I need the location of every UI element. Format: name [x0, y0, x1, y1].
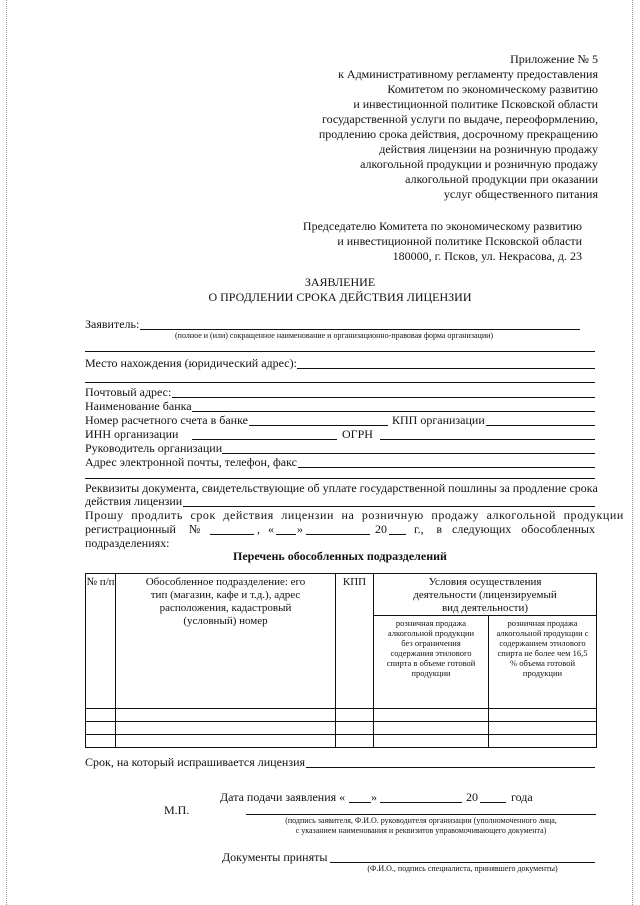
- postal-field[interactable]: [172, 397, 595, 398]
- scan-edge-left: [6, 0, 8, 905]
- submit-date-label: Дата подачи заявления «: [220, 790, 346, 804]
- table-cell[interactable]: [116, 709, 336, 722]
- table-cell[interactable]: [489, 722, 597, 735]
- bank-field[interactable]: [192, 411, 595, 412]
- scan-edge-right: [632, 0, 634, 905]
- header-line: алкогольной продукции при оказании: [405, 172, 598, 186]
- stamp-label: М.П.: [164, 803, 190, 817]
- payment-field[interactable]: [183, 506, 595, 507]
- list-title: Перечень обособленных подразделений: [233, 549, 447, 563]
- date-day-field[interactable]: [276, 534, 296, 535]
- kpp-label: КПП организации: [392, 413, 485, 427]
- submit-year-prefix: 20: [466, 790, 478, 804]
- table-cell[interactable]: [374, 722, 489, 735]
- addressee-line: 180000, г. Псков, ул. Некрасова, д. 23: [392, 249, 582, 263]
- signature-hint-1: (подпись заявителя, Ф.И.О. руководителя организации (уполномоченного лица,: [285, 816, 557, 825]
- table-row[interactable]: [86, 735, 597, 748]
- signature-hint-2: с указанием наименования и реквизитов управомочивающего документа): [295, 826, 547, 835]
- table-cell[interactable]: [336, 722, 374, 735]
- title-line-2: О ПРОДЛЕНИИ СРОКА ДЕЙСТВИЯ ЛИЦЕНЗИИ: [208, 290, 472, 304]
- year-suffix: г.,: [414, 522, 424, 536]
- request-line-3: подразделениях:: [85, 536, 170, 550]
- col-conditions-header: Условия осуществления деятельности (лицензируемый вид деятельности): [374, 574, 597, 616]
- table-cell[interactable]: [336, 735, 374, 748]
- document-title: [140, 275, 540, 305]
- table-cell[interactable]: [489, 735, 597, 748]
- table-cell[interactable]: [116, 735, 336, 748]
- units-table: [85, 573, 597, 748]
- title-line-1: ЗАЯВЛЕНИЕ: [304, 275, 376, 289]
- inn-label: ИНН организации: [85, 427, 179, 441]
- header-line: продлению срока действия, досрочному прекращению: [318, 127, 598, 141]
- table-header-row: [86, 574, 597, 616]
- applicant-field[interactable]: [140, 329, 580, 330]
- head-label: Руководитель организации: [85, 441, 223, 455]
- request-line-1: Прошу продлить срок действия лицензии на розничную продажу алкогольной продукции: [85, 508, 624, 522]
- header-line: к Административному регламенту предоставления: [338, 67, 598, 81]
- ogrn-label: ОГРН: [342, 427, 373, 441]
- location-field-2[interactable]: [85, 382, 595, 383]
- col-number-header: № п/п: [86, 574, 116, 709]
- date-quote-open: «: [268, 522, 274, 536]
- account-label: Номер расчетного счета в банке: [85, 413, 248, 427]
- table-row[interactable]: [86, 722, 597, 735]
- signature-field[interactable]: [246, 814, 596, 815]
- header-line: государственной услуги по выдаче, переоформлению,: [321, 112, 598, 126]
- col-kpp-header: КПП: [336, 574, 374, 709]
- term-field[interactable]: [306, 767, 595, 768]
- header-line: Комитетом по экономическому развитию: [387, 82, 598, 96]
- applicant-hint: (полное и (или) сокращенное наименование и организационно-правовая форма организации): [175, 331, 494, 340]
- table-cell[interactable]: [86, 722, 116, 735]
- table-cell[interactable]: [489, 709, 597, 722]
- addressee-line: и инвестиционной политике Псковской области: [337, 234, 582, 248]
- location-label: Место нахождения (юридический адрес):: [85, 356, 297, 370]
- ogrn-field[interactable]: [380, 439, 595, 440]
- appendix-header: [238, 52, 598, 202]
- header-line: алкогольной продукции и розничную продажу: [360, 157, 598, 171]
- payment-label-1: Реквизиты документа, свидетельствующие об уплате государственной пошлины за продление срока: [85, 481, 598, 495]
- submit-date-close: »: [371, 790, 377, 804]
- date-month-field[interactable]: [306, 534, 370, 535]
- submit-year-word: года: [511, 790, 533, 804]
- payment-label-2: действия лицензии: [85, 494, 183, 508]
- accepted-label: Документы приняты: [222, 850, 328, 864]
- table-cell[interactable]: [86, 735, 116, 748]
- request-reg-label: регистрационный №: [85, 522, 201, 536]
- col-unit-header: Обособленное подразделение: его тип (магазин, кафе и т.д.), адрес расположения, кадастровый (условный) номер: [116, 574, 336, 709]
- postal-label: Почтовый адрес:: [85, 385, 172, 399]
- term-label: Срок, на который испрашивается лицензия: [85, 755, 306, 769]
- submit-year-field[interactable]: [480, 802, 506, 803]
- table-row[interactable]: [86, 709, 597, 722]
- accepted-field[interactable]: [330, 862, 595, 863]
- header-line: услуг общественного питания: [443, 187, 598, 201]
- account-field[interactable]: [249, 425, 388, 426]
- addressee-line: Председателю Комитета по экономическому развитию: [302, 219, 582, 233]
- addressee-block: [222, 219, 582, 264]
- submit-month-field[interactable]: [380, 802, 462, 803]
- bank-label: Наименование банка: [85, 399, 192, 413]
- header-line: Приложение № 5: [510, 52, 598, 66]
- email-label: Адрес электронной почты, телефон, факс: [85, 455, 297, 469]
- header-line: и инвестиционной политике Псковской области: [353, 97, 598, 111]
- header-line: действия лицензии на розничную продажу: [379, 142, 598, 156]
- table-cell[interactable]: [336, 709, 374, 722]
- request-tail: в следующих обособленных: [436, 522, 595, 536]
- reg-comma: ,: [257, 522, 260, 536]
- table-cell[interactable]: [86, 709, 116, 722]
- year-prefix: 20: [375, 522, 387, 536]
- applicant-label: Заявитель:: [85, 317, 140, 331]
- date-year-field[interactable]: [389, 534, 406, 535]
- reg-number-field[interactable]: [210, 534, 254, 535]
- table-cell[interactable]: [116, 722, 336, 735]
- table-cell[interactable]: [374, 709, 489, 722]
- col-sub-unlimited: розничная продажа алкогольной продукции без ограничения содержания этилового спирта в объеме готовой продукции: [374, 616, 489, 709]
- email-field[interactable]: [298, 467, 595, 468]
- location-field[interactable]: [297, 368, 595, 369]
- head-field[interactable]: [222, 453, 595, 454]
- submit-day-field[interactable]: [349, 802, 371, 803]
- accepted-hint: (Ф.И.О., подпись специалиста, принявшего документы): [367, 864, 558, 873]
- email-field-2[interactable]: [85, 478, 595, 479]
- date-quote-close: »: [297, 522, 303, 536]
- applicant-field-2[interactable]: [85, 351, 595, 352]
- table-cell[interactable]: [374, 735, 489, 748]
- col-sub-limited: розничная продажа алкогольной продукции с содержанием этилового спирта не более чем 16,5 % объема готовой продукции: [489, 616, 597, 709]
- inn-field[interactable]: [192, 439, 337, 440]
- kpp-field[interactable]: [486, 425, 595, 426]
